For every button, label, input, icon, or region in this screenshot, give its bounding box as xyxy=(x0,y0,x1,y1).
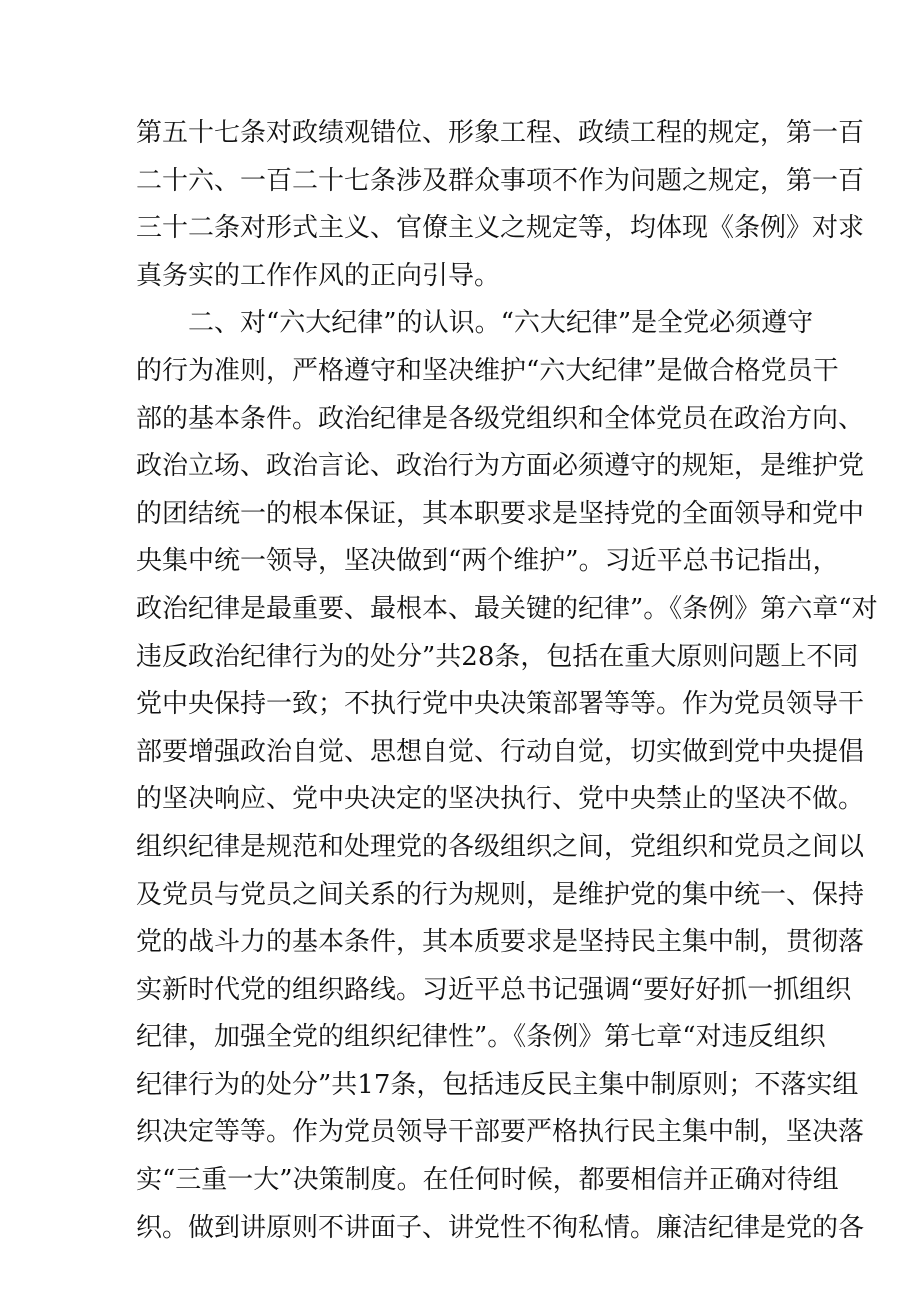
text-line-13: 党中央保持一致；不执行党中央决策部署等等。作为党员领导干 xyxy=(136,689,865,720)
text-line-21: 纪律行为的处分”共17条，包括违反民主集中制原则；不落实组 xyxy=(136,1069,859,1100)
text-line-5: 二、对“六大纪律”的认识。“六大纪律”是全党必须遵守 xyxy=(188,308,814,339)
text-line-24: 织。做到讲原则不讲面子、讲党性不徇私情。廉洁纪律是党的各 xyxy=(136,1212,865,1243)
text-line-10: 央集中统一领导，坚决做到“两个维护”。习近平总书记指出， xyxy=(136,546,839,577)
text-line-14: 部要增强政治自觉、思想自觉、行动自觉，切实做到党中央提倡 xyxy=(136,736,865,767)
text-line-22: 织决定等等。作为党员领导干部要严格执行民主集中制，坚决落 xyxy=(136,1117,865,1148)
text-line-23: 实“三重一大”决策制度。在任何时候，都要相信并正确对待组 xyxy=(136,1165,839,1196)
text-line-20: 纪律，加强全党的组织纪律性”。《条例》第七章“对违反组织 xyxy=(136,1022,826,1053)
text-line-2: 二十六、一百二十七条涉及群众事项不作为问题之规定，第一百 xyxy=(136,165,865,196)
text-line-7: 部的基本条件。政治纪律是各级党组织和全体党员在政治方向、 xyxy=(136,403,865,434)
text-line-4: 真务实的工作作风的正向引导。 xyxy=(136,260,501,291)
text-line-3: 三十二条对形式主义、官僚主义之规定等，均体现《条例》对求 xyxy=(136,213,865,244)
text-line-19: 实新时代党的组织路线。习近平总书记强调“要好好抓一抓组织 xyxy=(136,974,852,1005)
text-line-16: 组织纪律是规范和处理党的各级组织之间，党组织和党员之间以 xyxy=(136,831,865,862)
text-line-1: 第五十七条对政绩观错位、形象工程、政绩工程的规定，第一百 xyxy=(136,118,865,148)
text-line-17: 及党员与党员之间关系的行为规则，是维护党的集中统一、保持 xyxy=(136,879,865,910)
text-line-9: 的团结统一的根本保证，其本职要求是坚持党的全面领导和党中 xyxy=(136,498,865,529)
text-line-12: 违反政治纪律行为的处分”共28条，包括在重大原则问题上不同 xyxy=(136,641,859,672)
body-text xyxy=(136,110,878,1252)
text-line-6: 的行为准则，严格遵守和坚决维护“六大纪律”是做合格党员干 xyxy=(136,355,839,386)
text-line-15: 的坚决响应、党中央决定的坚决执行、党中央禁止的坚决不做。 xyxy=(136,784,865,815)
text-line-11: 政治纪律是最重要、最根本、最关键的纪律”。《条例》第六章“对 xyxy=(136,593,878,624)
text-line-8: 政治立场、政治言论、政治行为方面必须遵守的规矩，是维护党 xyxy=(136,451,865,482)
text-line-18: 党的战斗力的基本条件，其本质要求是坚持民主集中制，贯彻落 xyxy=(136,927,865,958)
